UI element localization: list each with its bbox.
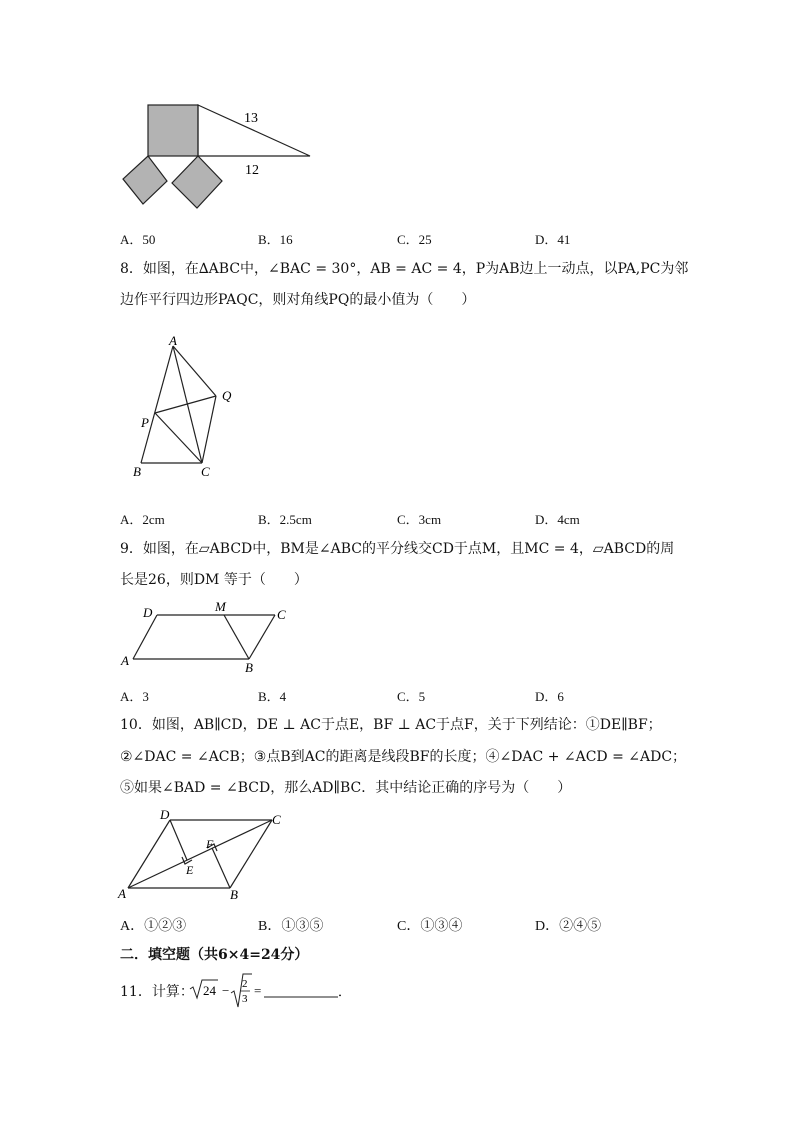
q11-prefix: 11．计算： <box>120 984 194 1000</box>
q10-option-b: B．①③⑤ <box>258 919 324 934</box>
q9-option-c: C．5 <box>397 689 426 704</box>
q8-stem-line1: 8．如图，在∆ABC中，∠BAC = 30°，AB = AC = 4，P为AB边上一动点，以PA,PC为邻 <box>120 261 689 277</box>
q10-figure <box>115 808 295 908</box>
q7-option-a: A．50 <box>120 232 156 247</box>
q8-label-b: B <box>133 464 141 479</box>
q11-equals: = <box>254 983 262 998</box>
q9-label-d: D <box>143 605 153 620</box>
q11-numerator: 2 <box>242 978 248 990</box>
q7-option-d: D．41 <box>535 232 571 247</box>
q10-label-f: F <box>206 837 214 851</box>
q8-label-c: C <box>201 464 210 479</box>
q10-option-d: D．②④⑤ <box>535 919 602 934</box>
q11-denominator: 3 <box>242 993 248 1005</box>
q9-option-a: A．3 <box>120 689 149 704</box>
q10-option-a: A．①②③ <box>120 919 187 934</box>
q7-option-b: B．16 <box>258 232 293 247</box>
q10-stem-line2: ②∠DAC = ∠ACB；③点B到AC的距离是线段BF的长度；④∠DAC + ∠ACD = ∠ADC； <box>120 749 687 765</box>
q11-formula <box>188 971 352 1015</box>
q9-figure <box>115 598 305 678</box>
q11-radicand-1: 24 <box>203 983 216 998</box>
q7-left-square <box>123 156 167 204</box>
q10-label-c: C <box>272 812 281 827</box>
q7-figure <box>115 100 325 215</box>
q8-stem-line2: 边作平行四边形PAQC，则对角线PQ的最小值为（ ） <box>120 292 476 308</box>
q9-stem-line1: 9．如图，在▱ABCD中，BM是∠ABC的平分线交CD于点M，且MC = 4，▱ABCD的周 <box>120 541 675 557</box>
q10-label-a: A <box>118 886 126 901</box>
q10-stem-line1: 10．如图，AB∥CD，DE ⊥ AC于点E，BF ⊥ AC于点F，关于下列结论：①DE∥BF； <box>120 717 662 733</box>
q9-stem-line2: 长是26，则DM 等于（ ） <box>120 572 308 588</box>
q10-label-e: E <box>186 863 194 877</box>
q7-label-12: 12 <box>245 163 259 178</box>
q9-label-b: B <box>245 660 253 675</box>
q7-top-square <box>148 105 198 156</box>
q8-option-d: D．4cm <box>535 512 580 527</box>
q9-label-m: M <box>215 599 226 614</box>
q7-label-13: 13 <box>244 111 258 126</box>
q8-option-b: B．2.5cm <box>258 512 312 527</box>
q10-stem-line3: ⑤如果∠BAD = ∠BCD，那么AD∥BC．其中结论正确的序号为（ ） <box>120 780 572 796</box>
q9-label-c: C <box>277 607 286 622</box>
q9-label-a: A <box>121 653 129 668</box>
q10-option-c: C．①③④ <box>397 919 463 934</box>
q8-label-p: P <box>141 415 149 430</box>
q7-right-square <box>172 156 222 208</box>
q8-option-a: A．2cm <box>120 512 165 527</box>
q8-label-q: Q <box>222 388 232 403</box>
q9-option-d: D．6 <box>535 689 564 704</box>
q9-option-b: B．4 <box>258 689 287 704</box>
section2-title: 二．填空题（共6×4=24分） <box>120 947 309 963</box>
q7-option-c: C．25 <box>397 232 432 247</box>
q10-label-b: B <box>230 887 238 902</box>
q11-end-period: ． <box>338 984 352 999</box>
q11-minus: − <box>222 983 230 998</box>
q10-label-d: D <box>160 807 170 822</box>
q8-label-a: A <box>169 333 177 348</box>
q8-figure <box>125 335 245 480</box>
q8-option-c: C．3cm <box>397 512 442 527</box>
